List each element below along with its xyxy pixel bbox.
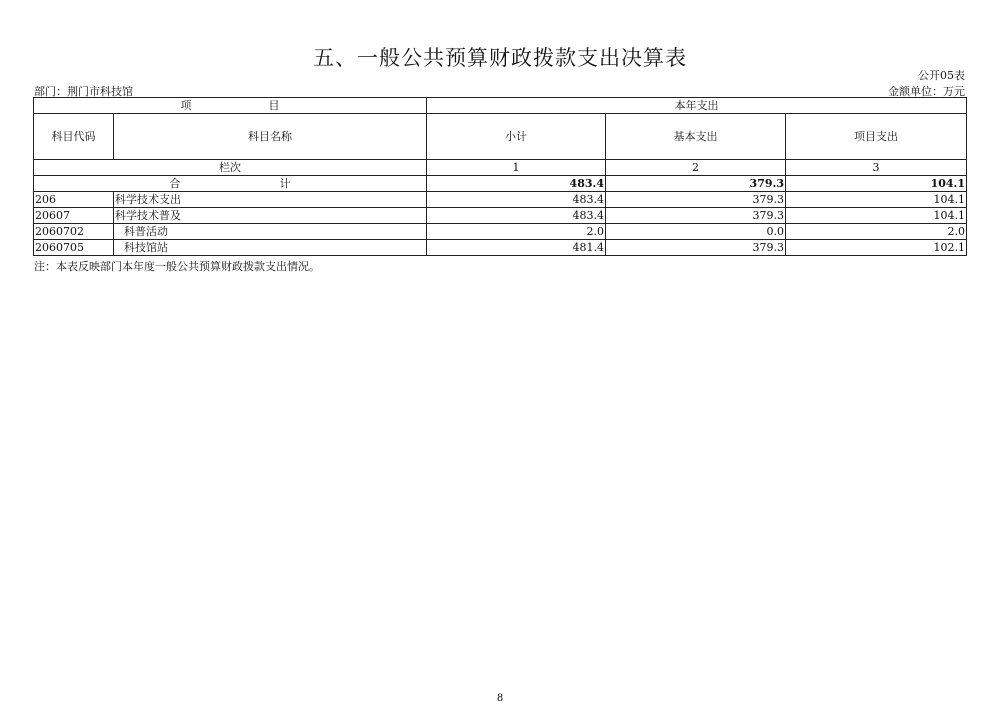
row-code: 20607 bbox=[34, 208, 114, 224]
row-basic: 0.0 bbox=[606, 224, 786, 240]
table-row bbox=[34, 192, 967, 208]
row-name: 科学技术普及 bbox=[114, 208, 427, 224]
form-code: 公开05表 bbox=[918, 69, 965, 82]
current-year-expense-header: 本年支出 bbox=[427, 98, 967, 114]
subtotal-header: 小计 bbox=[427, 114, 606, 160]
row-project: 104.1 bbox=[786, 192, 967, 208]
total-basic: 379.3 bbox=[606, 176, 786, 192]
project-expense-header: 项目支出 bbox=[786, 114, 967, 160]
column-index-3: 3 bbox=[786, 160, 967, 176]
department-label: 部门：荆门市科技馆 bbox=[34, 85, 133, 98]
table-note: 注：本表反映部门本年度一般公共预算财政拨款支出情况。 bbox=[34, 260, 320, 273]
row-name: 科普活动 bbox=[114, 224, 427, 240]
total-label: 合 计 bbox=[34, 176, 427, 192]
item-header: 项 目 bbox=[34, 98, 427, 114]
row-basic: 379.3 bbox=[606, 192, 786, 208]
page-number: 8 bbox=[496, 693, 504, 704]
table-row bbox=[34, 224, 967, 240]
expense-table bbox=[33, 97, 967, 256]
total-subtotal: 483.4 bbox=[427, 176, 606, 192]
row-subtotal: 2.0 bbox=[427, 224, 606, 240]
row-project: 104.1 bbox=[786, 208, 967, 224]
row-code: 206 bbox=[34, 192, 114, 208]
row-code: 2060705 bbox=[34, 240, 114, 256]
row-project: 102.1 bbox=[786, 240, 967, 256]
row-subtotal: 481.4 bbox=[427, 240, 606, 256]
amount-unit-label: 金额单位：万元 bbox=[888, 85, 965, 98]
total-project: 104.1 bbox=[786, 176, 967, 192]
basic-expense-header: 基本支出 bbox=[606, 114, 786, 160]
row-project: 2.0 bbox=[786, 224, 967, 240]
row-basic: 379.3 bbox=[606, 208, 786, 224]
header-row-1 bbox=[34, 98, 967, 114]
column-index-label: 栏次 bbox=[34, 160, 427, 176]
column-index-row bbox=[34, 160, 967, 176]
row-subtotal: 483.4 bbox=[427, 192, 606, 208]
row-name: 科技馆站 bbox=[114, 240, 427, 256]
column-index-2: 2 bbox=[606, 160, 786, 176]
code-header: 科目代码 bbox=[34, 114, 114, 160]
row-subtotal: 483.4 bbox=[427, 208, 606, 224]
name-header: 科目名称 bbox=[114, 114, 427, 160]
row-code: 2060702 bbox=[34, 224, 114, 240]
table-row bbox=[34, 240, 967, 256]
page-title: 五、一般公共预算财政拨款支出决算表 bbox=[313, 46, 687, 70]
header-row-2 bbox=[34, 114, 967, 160]
row-basic: 379.3 bbox=[606, 240, 786, 256]
total-row bbox=[34, 176, 967, 192]
column-index-1: 1 bbox=[427, 160, 606, 176]
row-name: 科学技术支出 bbox=[114, 192, 427, 208]
table-row bbox=[34, 208, 967, 224]
